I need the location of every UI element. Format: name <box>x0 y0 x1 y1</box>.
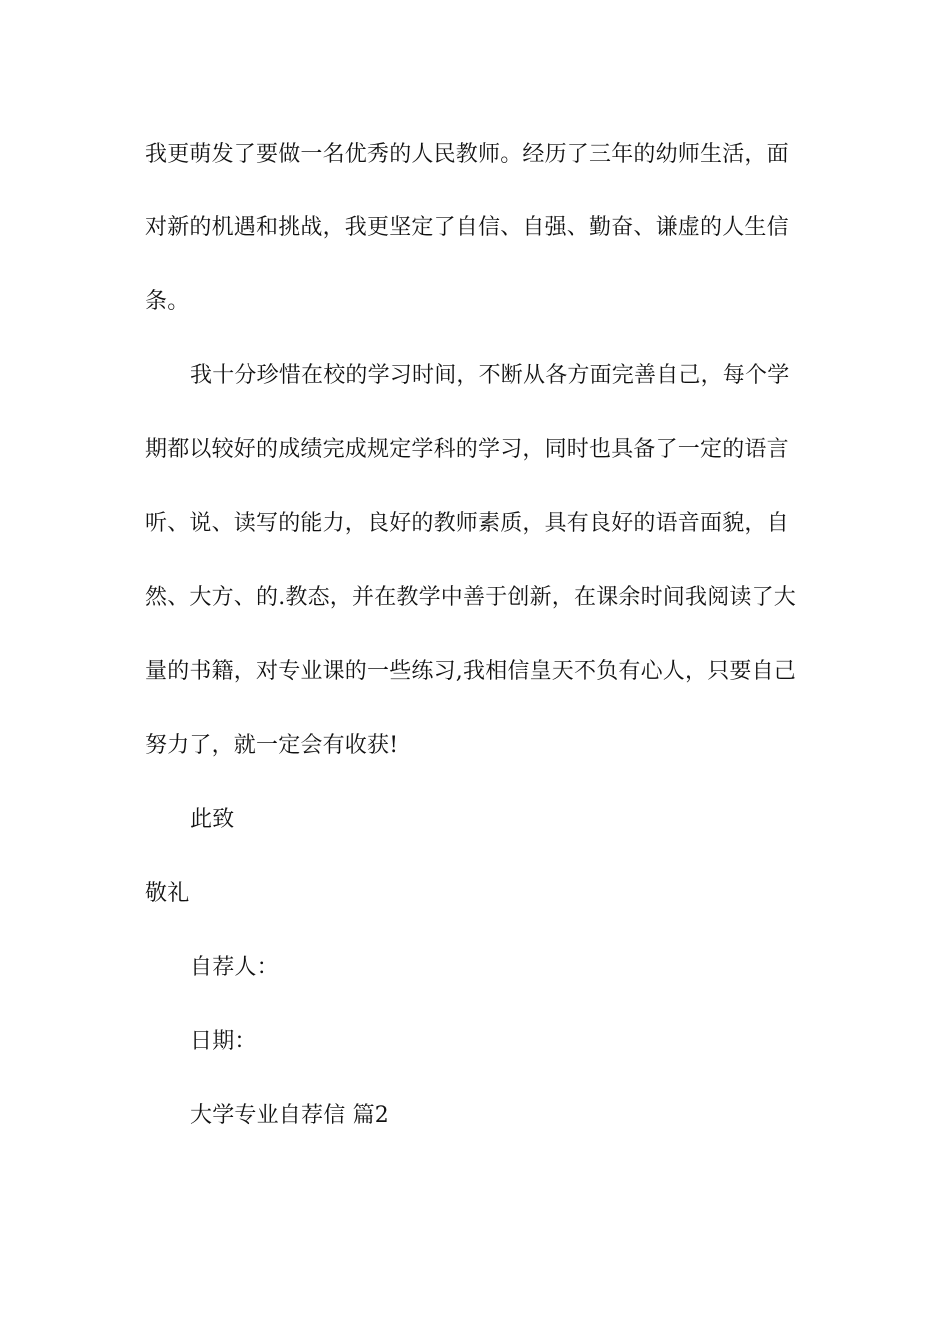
paragraph2-line3: 听、说、读写的能力，良好的教师素质，具有良好的语音面貌，自 <box>145 511 789 536</box>
paragraph2-line2: 期都以较好的成绩完成规定学科的学习，同时也具备了一定的语言 <box>145 437 789 462</box>
salute-text: 敬礼 <box>145 881 190 906</box>
paragraph1-line3: 条。 <box>145 289 190 314</box>
signer-label: 自荐人： <box>190 955 279 980</box>
paragraph2-line4: 然、大方、的.教态，并在教学中善于创新，在课余时间我阅读了大 <box>145 585 796 610</box>
date-label: 日期： <box>190 1029 257 1054</box>
next-section-title: 大学专业自荐信 篇2 <box>190 1103 389 1128</box>
paragraph2-line5: 量的书籍，对专业课的一些练习,我相信皇天不负有心人，只要自己 <box>145 659 796 684</box>
closing-text: 此致 <box>190 807 235 832</box>
paragraph1-line1: 我更萌发了要做一名优秀的人民教师。经历了三年的幼师生活，面 <box>145 142 789 167</box>
paragraph1-line2: 对新的机遇和挑战，我更坚定了自信、自强、勤奋、谦虚的人生信 <box>145 215 789 240</box>
paragraph2-line1: 我十分珍惜在校的学习时间，不断从各方面完善自己，每个学 <box>190 363 790 388</box>
paragraph2-line6: 努力了，就一定会有收获! <box>145 733 399 758</box>
